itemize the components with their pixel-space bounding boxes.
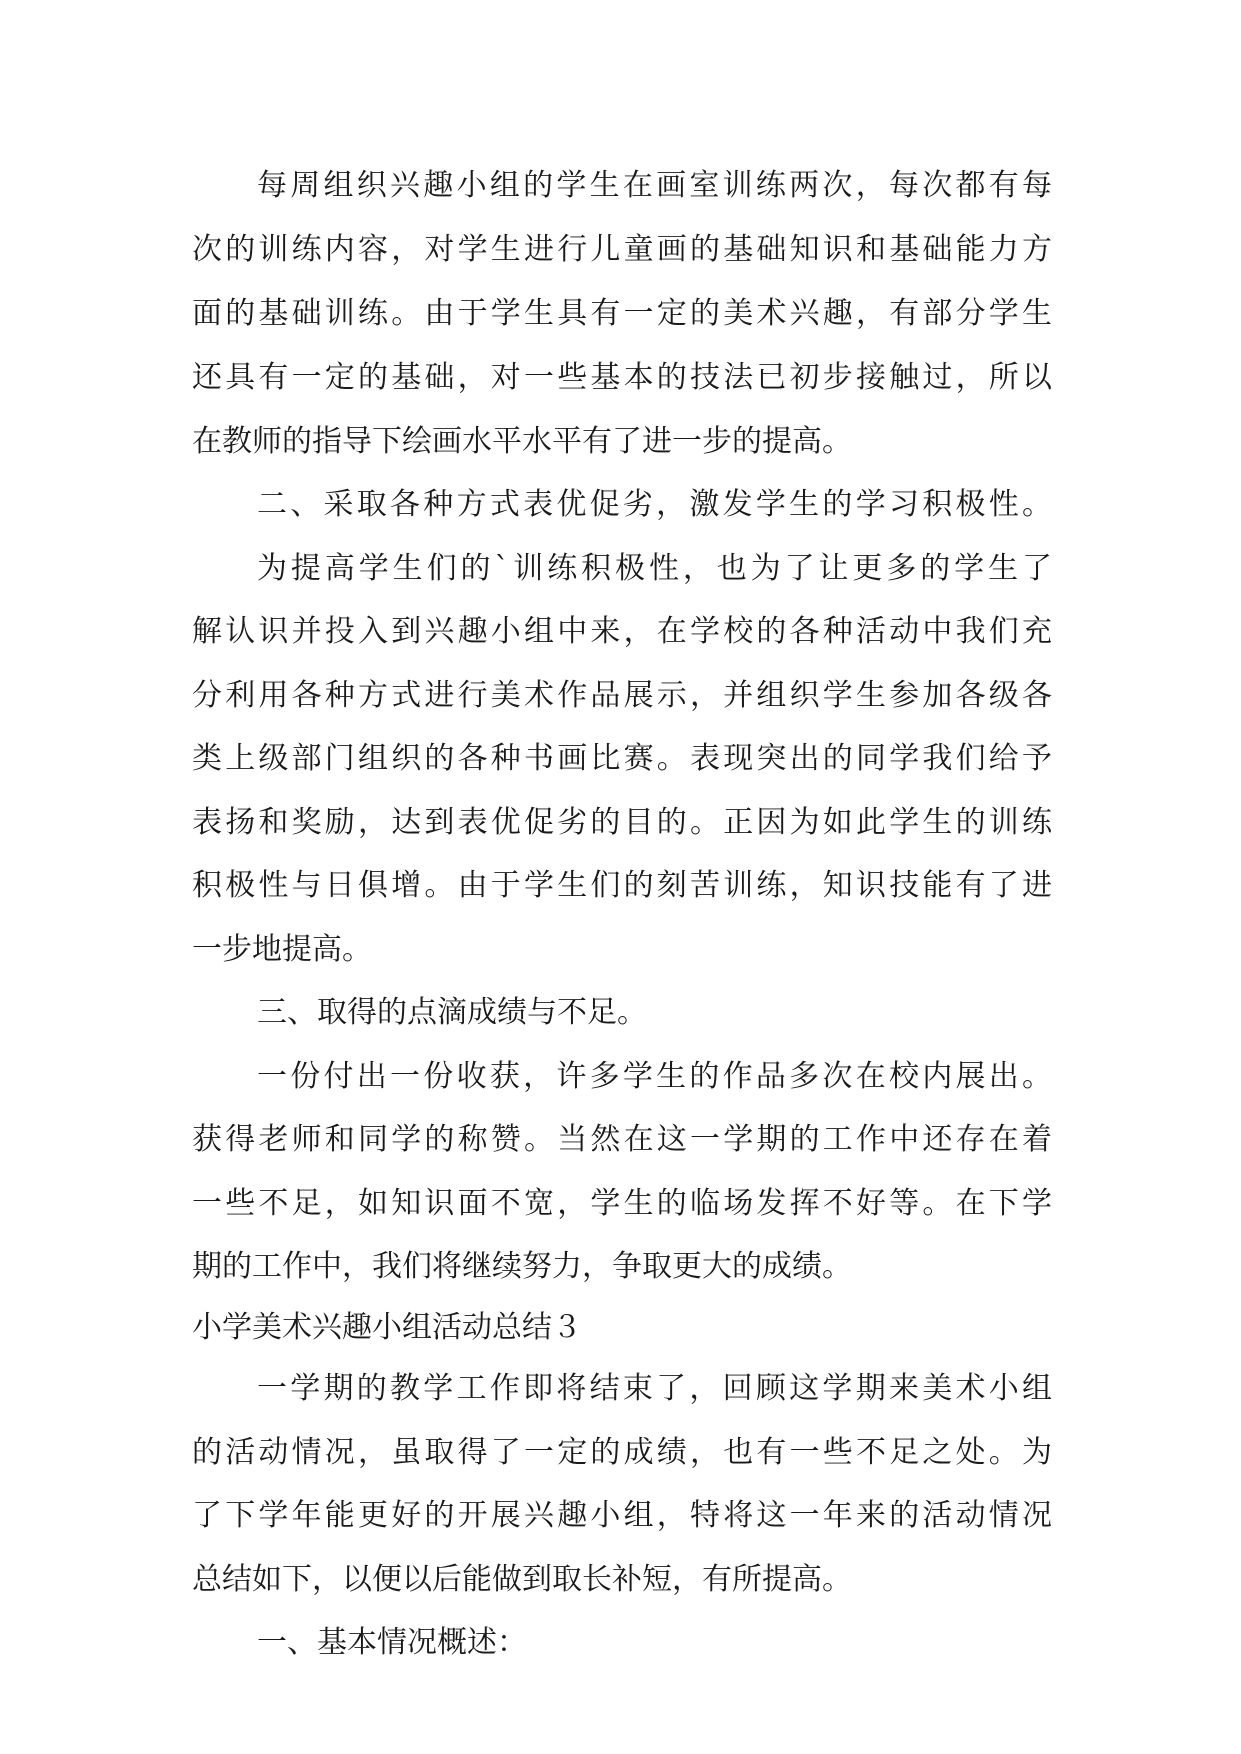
paragraph-line: 类上级部门组织的各种书画比赛。表现突出的同学我们给予: [192, 741, 1052, 776]
paragraph-line: 获得老师和同学的称赞。当然在这一学期的工作中还存在着: [192, 1122, 1052, 1157]
section-heading: 一、基本情况概述：: [257, 1625, 527, 1660]
section-heading: 三、取得的点滴成绩与不足。: [257, 995, 647, 1030]
paragraph-line: 一步地提高。: [192, 932, 372, 967]
paragraph-line: 次的训练内容，对学生进行儿童画的基础知识和基础能力方: [192, 232, 1052, 267]
paragraph-line: 还具有一定的基础，对一些基本的技法已初步接触过，所以: [192, 360, 1052, 395]
paragraph-line: 的活动情况，虽取得了一定的成绩，也有一些不足之处。为: [192, 1435, 1052, 1470]
paragraph-line: 一学期的教学工作即将结束了，回顾这学期来美术小组: [257, 1371, 1052, 1406]
paragraph-line: 一份付出一份收获，许多学生的作品多次在校内展出。: [257, 1059, 1052, 1094]
paragraph-line: 分利用各种方式进行美术作品展示，并组织学生参加各级各: [192, 678, 1052, 713]
paragraph-line: 解认识并投入到兴趣小组中来，在学校的各种活动中我们充: [192, 614, 1052, 649]
paragraph-line: 在教师的指导下绘画水平水平有了进一步的提高。: [192, 424, 852, 459]
paragraph-line: 面的基础训练。由于学生具有一定的美术兴趣，有部分学生: [192, 296, 1052, 331]
paragraph-line: 总结如下，以便以后能做到取长补短，有所提高。: [192, 1562, 852, 1597]
paragraph-line: 积极性与日俱增。由于学生们的刻苦训练，知识技能有了进: [192, 868, 1052, 903]
paragraph-line: 为提高学生们的`训练积极性，也为了让更多的学生了: [257, 551, 1052, 586]
paragraph-line: 期的工作中，我们将继续努力，争取更大的成绩。: [192, 1249, 852, 1284]
paragraph-line: 每周组织兴趣小组的学生在画室训练两次，每次都有每: [257, 168, 1052, 203]
paragraph-line: 了下学年能更好的开展兴趣小组，特将这一年来的活动情况: [192, 1498, 1052, 1533]
paragraph-line: 一些不足，如知识面不宽，学生的临场发挥不好等。在下学: [192, 1186, 1052, 1221]
paragraph-line: 表扬和奖励，达到表优促劣的目的。正因为如此学生的训练: [192, 805, 1052, 840]
section-heading: 二、采取各种方式表优促劣，激发学生的学习积极性。: [257, 487, 1052, 522]
document-title: 小学美术兴趣小组活动总结３: [192, 1310, 582, 1345]
